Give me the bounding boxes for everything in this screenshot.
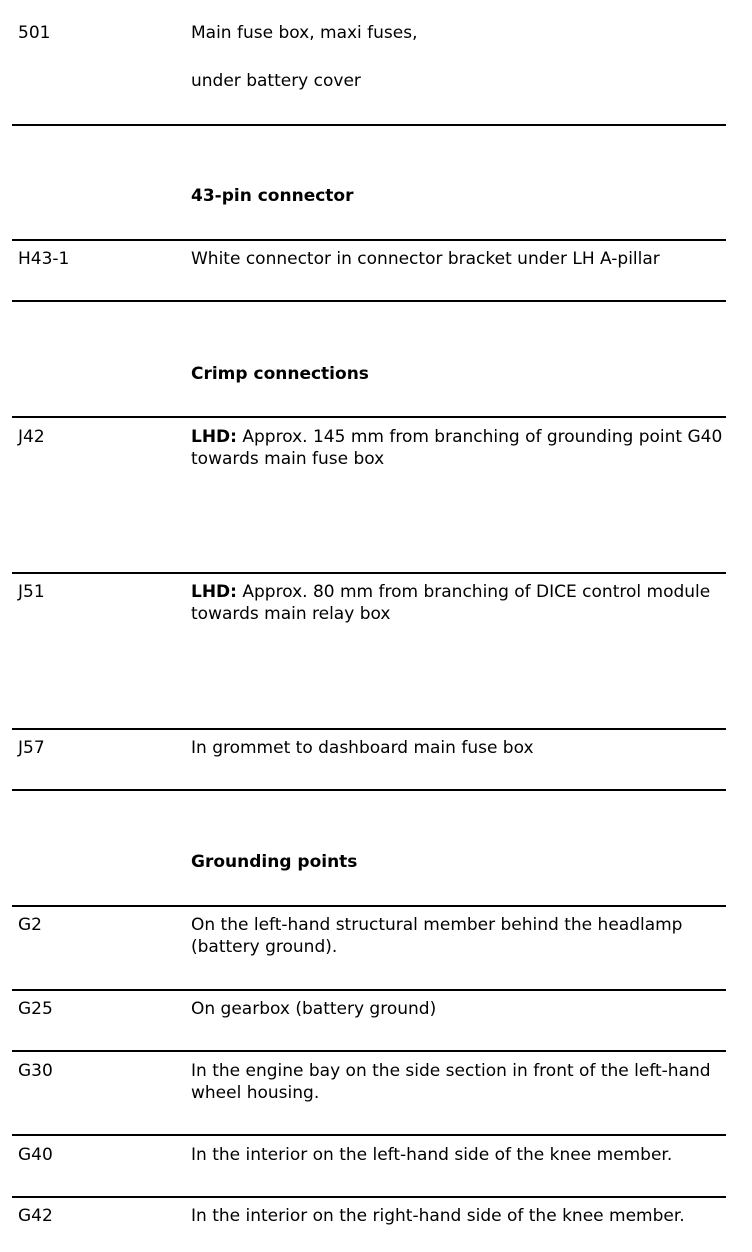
divider <box>12 572 726 574</box>
lhd-label: LHD: <box>191 427 237 447</box>
code-j51: J51 <box>18 582 45 602</box>
code-g25: G25 <box>18 999 53 1019</box>
desc-g25: On gearbox (battery ground) <box>191 999 437 1019</box>
desc-j51-text: Approx. 80 mm from branching of DICE control module towards main relay box <box>191 582 711 624</box>
code-h43-1: H43-1 <box>18 249 70 269</box>
divider <box>12 1050 726 1052</box>
divider <box>12 789 726 791</box>
desc-501-line2: under battery cover <box>191 71 361 91</box>
divider <box>12 416 726 418</box>
desc-j57: In grommet to dashboard main fuse box <box>191 738 534 758</box>
heading-crimp-connections: Crimp connections <box>191 364 369 384</box>
divider <box>12 728 726 730</box>
code-j42: J42 <box>18 427 45 447</box>
desc-j51 <box>191 581 731 625</box>
divider <box>12 300 726 302</box>
desc-g42: In the interior on the right-hand side of the knee member. <box>191 1206 685 1226</box>
desc-j42 <box>191 426 731 470</box>
code-j57: J57 <box>18 738 45 758</box>
divider <box>12 1196 726 1198</box>
desc-g2: On the left-hand structural member behind the headlamp (battery ground). <box>191 915 683 957</box>
code-g2: G2 <box>18 915 42 935</box>
divider <box>12 124 726 126</box>
divider <box>12 989 726 991</box>
desc-g40: In the interior on the left-hand side of the knee member. <box>191 1145 673 1165</box>
heading-43-pin-connector: 43-pin connector <box>191 186 354 206</box>
heading-grounding-points: Grounding points <box>191 852 358 872</box>
desc-501-line1: Main fuse box, maxi fuses, <box>191 23 418 43</box>
lhd-label: LHD: <box>191 582 237 602</box>
desc-g30: In the engine bay on the side section in front of the left-hand wheel housing. <box>191 1061 711 1103</box>
code-g42: G42 <box>18 1206 53 1226</box>
code-g30: G30 <box>18 1061 53 1081</box>
divider <box>12 1134 726 1136</box>
code-501: 501 <box>18 23 51 43</box>
divider <box>12 239 726 241</box>
desc-j42-text: Approx. 145 mm from branching of grounding point G40 towards main fuse box <box>191 427 723 469</box>
code-g40: G40 <box>18 1145 53 1165</box>
divider <box>12 905 726 907</box>
desc-h43-1: White connector in connector bracket under LH A-pillar <box>191 249 660 269</box>
